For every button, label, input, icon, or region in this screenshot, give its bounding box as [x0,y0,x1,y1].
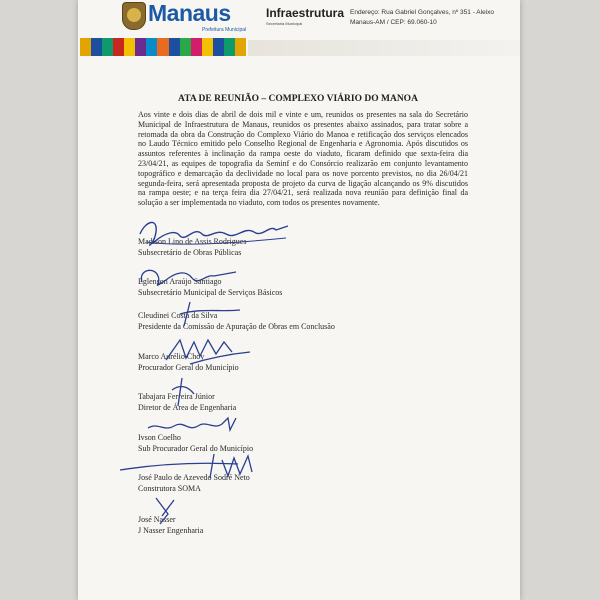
address-line-1: Endereço: Rua Gabriel Gonçalves, nº 351 - Aleixo [350,9,495,16]
stripe-segment [169,38,180,56]
stripe-shadow [248,40,520,56]
signature-scribble-7 [118,450,268,484]
stripe-segment [191,38,202,56]
brand-name: Manaus [148,0,231,26]
document-page [78,0,520,600]
stripe-segment [224,38,235,56]
signatory-role: Subsecretário Municipal de Serviços Básicos [138,288,283,297]
stripe-segment [213,38,224,56]
signature-scribble-6 [144,414,244,440]
signatory-role: Subsecretário de Obras Públicas [138,248,242,257]
signatory-name: Eglenson Araújo Santiago [138,277,222,286]
color-stripe [80,38,246,56]
signatory-role: Sub Procurador Geral do Município [138,444,254,453]
signature-scribble-3 [170,298,250,330]
city-emblem-icon [122,2,146,30]
signature-scribble-5 [168,376,198,410]
stripe-segment [146,38,157,56]
signature-scribble-4 [160,334,260,368]
signatory-role: Procurador Geral do Município [138,363,239,372]
brand-subtitle: Prefeitura Municipal [202,27,247,33]
signatory-name: José Paulo de Azevedo Sodré Neto [138,473,250,482]
signature-scribble-2 [136,262,246,294]
signatory-name: Marco Aurélio Choy [138,352,205,361]
stripe-segment [80,38,91,56]
signatory-name: Tabajara Ferreira Júnior [138,392,215,401]
address [350,8,520,28]
signature-scribble-8 [148,494,188,528]
signatory-role: Diretor de Área de Engenharia [138,403,237,412]
stripe-segment [102,38,113,56]
stripe-segment [202,38,213,56]
department-subtitle: Secretaria Municipal [266,21,303,26]
document-body: Aos vinte e dois dias de abril de dois mil e vinte e um, reunidos os presentes na sala do Secretário Municipal de Infraestrutura de Manaus, reunidos os presentes abaixo assinados, para tratar sobre a retomada da obra da Construção do Complexo Viário do Manoa e retificação dos serviços elencados no Laudo Técnico emitido pelo Conselho Regional de Engenharia e Agronomia. Após discutidos os assuntos referentes à inclinação da rampa oeste do viaduto, ficaram definido que sexta-feira dia 23/04/21, as equipes de topografia da Seminf e do Consórcio realizarão em conjunto levantamento topográfico e demarcação da declividade no local para os nove porcento previstos, no dia 26/04/21 segunda-feira, será apresentada proposta de projeto da curva de ligação alcançando os 9% discutidos na rampa oeste; e na terça feira dia 27/04/21, será realizada nova reunião para definição final da solução a ser implementada no viaduto, com todos os presentes novamente. [138,110,468,208]
signatory-name: José Nasser [138,515,176,524]
document-title: ATA DE REUNIÃO – COMPLEXO VIÁRIO DO MANOA [178,94,418,104]
address-line-2: Manaus-AM / CEP: 69.060-10 [350,19,437,26]
stripe-segment [235,38,246,56]
signatory-name: Madison Lino de Assis Rodrigues [138,237,247,246]
stripe-segment [135,38,146,56]
stripe-segment [91,38,102,56]
signatory-role: Construtora SOMA [138,484,201,493]
stripe-segment [124,38,135,56]
letterhead [78,0,520,66]
stripe-segment [113,38,124,56]
department-name: Infraestrutura [266,6,345,20]
stripe-segment [180,38,191,56]
signatory-name: Cleudinei Costa da Silva [138,311,218,320]
signatory-role: Presidente da Comissão de Apuração de Obras em Conclusão [138,322,335,331]
stripe-segment [157,38,168,56]
signatory-name: Ivson Coelho [138,433,181,442]
manaus-logo [122,2,252,32]
signatory-role: J Nasser Engenharia [138,526,204,535]
signature-scribble-1 [136,212,296,254]
